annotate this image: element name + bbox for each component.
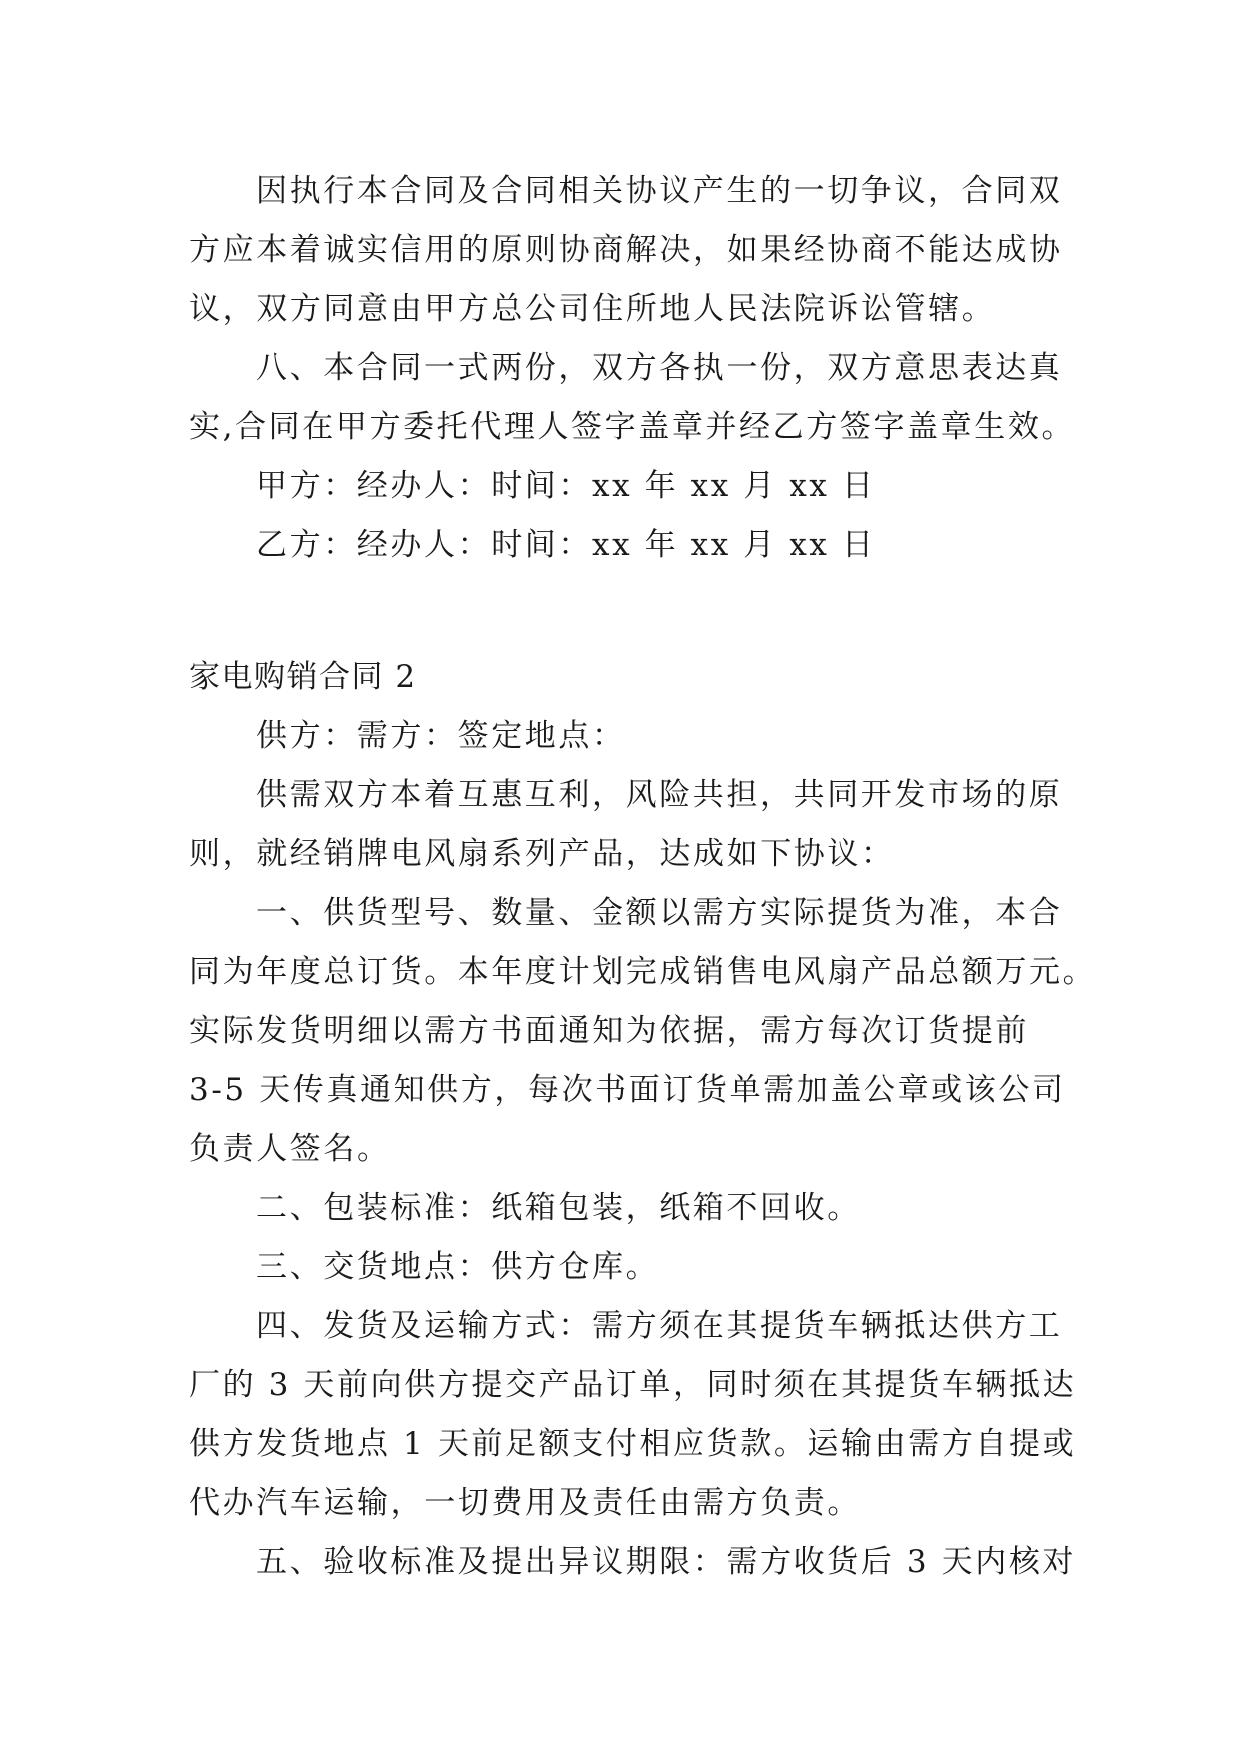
- blank-spacer: [189, 575, 1054, 648]
- paragraph-line: 二、包装标准：纸箱包装，纸箱不回收。: [256, 1190, 861, 1226]
- paragraph-line: 代办汽车运输，一切费用及责任由需方负责。: [189, 1485, 861, 1521]
- paragraph-line: 五、验收标准及提出异议期限：需方收货后 3 天内核对: [256, 1544, 1077, 1580]
- paragraph-line: 则，就经销牌电风扇系列产品，达成如下协议：: [189, 836, 895, 872]
- signature-line-party-b: 乙方：经办人：时间：xx 年 xx 月 xx 日: [256, 527, 876, 563]
- paragraph-line: 同为年度总订货。本年度计划完成销售电风扇产品总额万元。: [189, 954, 1097, 990]
- paragraph-line: 因执行本合同及合同相关协议产生的一切争议，合同双: [256, 173, 1063, 209]
- paragraph-line: 负责人签名。: [189, 1131, 391, 1167]
- paragraph-line: 实,合同在甲方委托代理人签字盖章并经乙方签字盖章生效。: [189, 409, 1076, 445]
- paragraph-line: 方应本着诚实信用的原则协商解决，如果经协商不能达成协: [189, 232, 1063, 268]
- paragraph-line: 八、本合同一式两份，双方各执一份，双方意思表达真: [256, 350, 1063, 386]
- paragraph-line: 议，双方同意由甲方总公司住所地人民法院诉讼管辖。: [189, 291, 996, 327]
- signature-line-party-a: 甲方：经办人：时间：xx 年 xx 月 xx 日: [256, 468, 876, 504]
- paragraph-line: 供方发货地点 1 天前足额支付相应货款。运输由需方自提或: [189, 1426, 1077, 1462]
- paragraph-line: 3-5 天传真通知供方，每次书面订货单需加盖公章或该公司: [189, 1072, 1066, 1108]
- document-page: [189, 162, 1097, 1592]
- paragraph-line: 厂的 3 天前向供方提交产品订单，同时须在其提货车辆抵达: [189, 1367, 1077, 1403]
- paragraph-line: 三、交货地点：供方仓库。: [256, 1249, 660, 1285]
- paragraph-line: 一、供货型号、数量、金额以需方实际提货为准，本合: [256, 895, 1063, 931]
- paragraph-line: 供需双方本着互惠互利，风险共担，共同开发市场的原: [256, 777, 1063, 813]
- paragraph-line: 供方：需方：签定地点：: [256, 718, 626, 754]
- section-title: 家电购销合同 2: [189, 659, 417, 695]
- paragraph-line: 四、发货及运输方式：需方须在其提货车辆抵达供方工: [256, 1308, 1063, 1344]
- paragraph-line: 实际发货明细以需方书面通知为依据，需方每次订货提前: [189, 1013, 1029, 1049]
